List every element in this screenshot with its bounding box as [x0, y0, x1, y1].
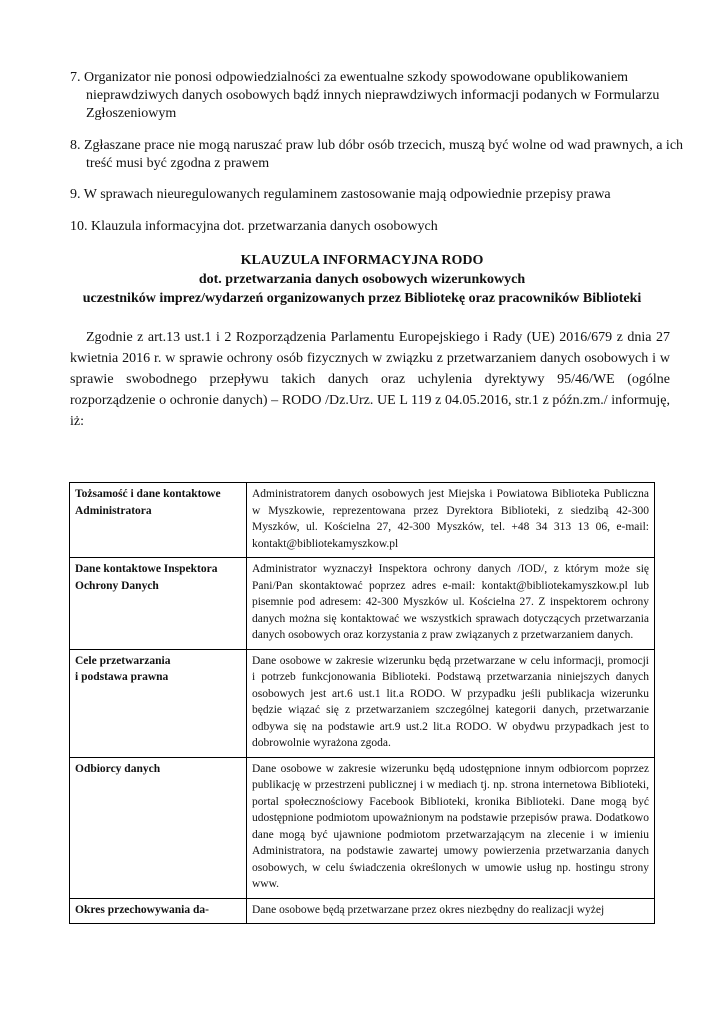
list-item-text: Organizator nie ponosi odpowiedzialności za ewentualne szkody spowodowane opublikowaniem nieprawdziwych danych osobowych bądź innych nieprawdziwych informacji podanych w Formularzu Zgłoszeniowym — [84, 70, 660, 121]
row-label — [70, 483, 247, 558]
clause-subtitle: dot. przetwarzania danych osobowych wizerunkowych — [198, 272, 526, 287]
table-row — [70, 649, 655, 757]
row-value: Administrator wyznaczył Inspektora ochrony danych /IOD/, z którym może się Pani/Pan skontaktować poprzez adres e-mail: kontakt@bibliotekamyszkow.pl lub pisemnie pod adresem: 42-300 Myszków ul. Kościelna 27. Z inspektorem ochrony danych można się kontaktować we wszystkich sprawach dotyczących przetwarzania danych osobowych oraz korzystania z praw związanych z przetwarzaniem danych. — [247, 558, 655, 650]
list-item-text: Klauzula informacyjna dot. przetwarzania danych osobowych — [91, 219, 438, 234]
row-label-line: Odbiorcy danych — [75, 762, 161, 775]
row-label — [70, 649, 247, 757]
row-value: Dane osobowe będą przetwarzane przez okres niezbędny do realizacji wyżej — [247, 898, 655, 924]
row-value: Dane osobowe w zakresie wizerunku będą przetwarzane w celu informacji, promocji i potrzeb funkcjonowania Biblioteki. Podstawą przetwarzania niniejszych danych osobowych jest art.6 ust.1 lit.a RODO. W przypadku jeśli publikacja wizerunku będzie wiązać się z przetwarzaniem szczególnej kategorii danych, przetwarzanie odbywa się na podstawie art.9 ust.2 lit.a RODO. W obydwu przypadkach jest to dobrowolnie wyrażona zgoda. — [247, 649, 655, 757]
row-label-line: i podstawa prawna — [75, 671, 169, 683]
clause-title: KLAUZULA INFORMACYJNA RODO — [240, 253, 484, 268]
table-row — [70, 483, 655, 558]
row-label-line: Tożsamość i dane kontaktowe — [75, 488, 221, 500]
list-item-number: 10. — [70, 219, 88, 234]
row-label — [70, 558, 247, 650]
row-label — [70, 898, 247, 924]
row-label-line: Administratora — [75, 504, 152, 517]
list-item-8 — [70, 137, 686, 173]
table-row — [70, 558, 655, 650]
row-label-line: Ochrony Danych — [75, 579, 159, 592]
list-item-number: 8. — [70, 138, 81, 153]
list-item-10 — [70, 218, 670, 236]
row-label-line: Okres przechowywania da- — [75, 903, 209, 916]
clause-subtitle-2: uczestników imprez/wydarzeń organizowanych przez Bibliotekę oraz pracowników Biblioteki — [82, 291, 642, 306]
list-item-text: W sprawach nieuregulowanych regulaminem zastosowanie mają odpowiednie przepisy prawa — [83, 187, 611, 202]
list-item-number: 9. — [70, 187, 81, 202]
table-row — [70, 898, 655, 924]
list-item-number: 7. — [70, 70, 81, 85]
rodo-info-table — [69, 482, 655, 924]
row-label — [70, 757, 247, 898]
intro-paragraph: Zgodnie z art.13 ust.1 i 2 Rozporządzenia Parlamentu Europejskiego i Rady (UE) 2016/679 z dnia 27 kwietnia 2016 r. w sprawie ochrony osób fizycznych w związku z przetwarzaniem danych osobowych i w sprawie swobodnego przepływu takich danych oraz uchylenia dyrektywy 95/46/WE (ogólne rozporządzenie o ochronie danych) – RODO /Dz.Urz. UE L 119 z 04.05.2016, str.1 z późn.zm./ informuję, iż: — [70, 330, 670, 429]
row-label-line: Dane kontaktowe Inspektora — [75, 563, 218, 575]
row-value: Dane osobowe w zakresie wizerunku będą udostępnione innym odbiorcom poprzez publikację w przestrzeni publicznej i w mediach tj. np. strona internetowa Biblioteki, portal społecznościowy Facebook Biblioteki, kronika Biblioteki. Dane mogą być udostępnione podmiotom upoważnionym na podstawie przepisów prawa. Dodatkowo dane mogą być ujawnione podmiotom przetwarzającym na zlecenie i w imieniu Administratora, na podstawie zawartej umowy powierzenia przetwarzania danych osobowych, w celu świadczenia określonych w umowie usług np. hostingu strony www. — [247, 757, 655, 898]
row-value: Administratorem danych osobowych jest Miejska i Powiatowa Biblioteka Publiczna w Myszkowie, reprezentowana przez Dyrektora Biblioteki, z siedzibą 42-300 Myszków, ul. Kościelna 27, 42-300 Myszków, tel. +48 34 313 13 06, e-mail: kontakt@bibliotekamyszkow.pl — [247, 483, 655, 558]
row-label-line: Cele przetwarzania — [75, 654, 171, 667]
list-item-7 — [70, 69, 686, 123]
table-row — [70, 757, 655, 898]
clause-heading — [40, 251, 684, 308]
list-item-9 — [70, 186, 670, 204]
list-item-text: Zgłaszane prace nie mogą naruszać praw lub dóbr osób trzecich, muszą być wolne od wad prawnych, a ich treść musi być zgodna z prawem — [84, 138, 684, 171]
